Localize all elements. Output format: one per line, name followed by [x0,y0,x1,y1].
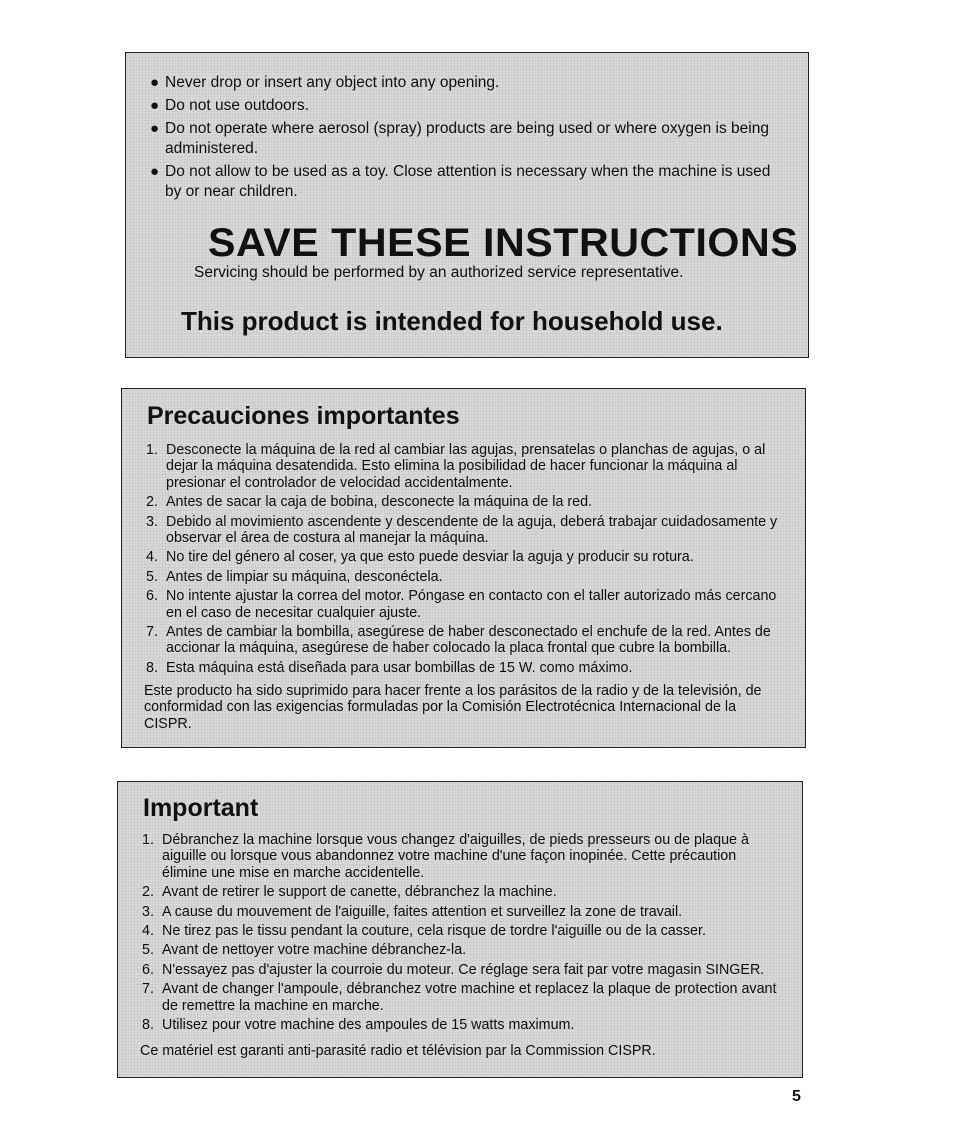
french-numbered-list [140,832,780,1036]
list-item: 3. A cause du mouvement de l'aiguille, faites attention et surveillez la zone de travail. [142,903,683,920]
list-item: 2. Antes de sacar la caja de bobina, desconecte la máquina de la red. [146,494,593,511]
bullet-icon: ● [150,120,160,137]
list-item: 1. Débranchez la machine lorsque vous changez d'aiguilles, de pieds presseurs ou de plaque à aiguille ou lorsque vous abandonnez votre machine d'une façon inopinée. Cette précaution élimine une mise en marche accidentelle. [142,832,749,881]
page-number: 5 [792,1088,801,1105]
household-use-heading: This product is intended for household use. [181,306,723,336]
list-item: ● Do not use outdoors. [150,97,309,114]
spanish-section-title: Precauciones importantes [147,402,460,430]
list-item: 4. Ne tirez pas le tissu pendant la couture, cela risque de tordre l'aiguille ou de la casser. [142,923,706,940]
bullet-icon: ● [150,97,160,114]
list-item: ● Do not allow to be used as a toy. Close attention is necessary when the machine is used by or near children. [150,163,771,200]
french-footer-note: Ce matériel est garanti anti-parasité radio et télévision par la Commission CISPR. [140,1043,656,1059]
list-item: 4. No tire del género al coser, ya que esto puede desviar la aguja y producir su rotura. [146,549,694,566]
list-item: ● Do not operate where aerosol (spray) products are being used or where oxygen is being administered. [150,120,769,157]
english-safety-box [125,52,809,358]
list-item: 5. Avant de nettoyer votre machine débranchez-la. [142,942,467,959]
list-item: 2. Avant de retirer le support de canette, débranchez la machine. [142,884,557,901]
list-item: 8. Utilisez pour votre machine des ampoules de 15 watts maximum. [142,1017,575,1034]
spanish-safety-box [121,388,806,748]
list-item: 7. Antes de cambiar la bombilla, asegúrese de haber desconectado el enchufe de la red. Antes de accionar la máquina, asegúrese de haber colocado la placa frontal que cubre la bombilla. [146,624,771,657]
french-section-title: Important [143,794,259,822]
english-bullet-list [148,73,790,205]
spanish-footer-note: Este producto ha sido suprimido para hacer frente a los parásitos de la radio y de la televisión, de conformidad con las exigencias formuladas por la Comisión Electrotécnica Internacional de la CISPR. [144,683,762,732]
list-item: 6. No intente ajustar la correa del motor. Póngase en contacto con el taller autorizado más cercano en el caso de necesitar cualquier ajuste. [146,588,777,621]
spanish-numbered-list [144,442,784,679]
bullet-icon: ● [150,163,160,180]
servicing-note: Servicing should be performed by an authorized service representative. [194,264,684,281]
french-safety-box [117,781,803,1078]
save-instructions-heading: SAVE THESE INSTRUCTIONS [208,221,799,265]
list-item: 1. Desconecte la máquina de la red al cambiar las agujas, prensatelas o planchas de agujas, o al dejar la máquina desatendida. Esto elimina la posibilidad de hacer funcionar la máquina al presionar el controlador de velocidad accidentalmente. [146,442,766,491]
list-item: 7. Avant de changer l'ampoule, débranchez votre machine et replacez la plaque de protection avant de remettre la machine en marche. [142,981,777,1014]
list-item: 6. N'essayez pas d'ajuster la courroie du moteur. Ce réglage sera fait par votre magasin SINGER. [142,961,765,978]
list-item: 8. Esta máquina está diseñada para usar bombillas de 15 W. como máximo. [146,659,633,676]
bullet-icon: ● [150,74,160,91]
list-item: ● Never drop or insert any object into any opening. [150,74,500,91]
list-item: 5. Antes de limpiar su máquina, desconéctela. [146,568,443,585]
list-item: 3. Debido al movimiento ascendente y descendente de la aguja, deberá trabajar cuidadosamente y observar el área de costura al manejar la máquina. [146,513,778,547]
